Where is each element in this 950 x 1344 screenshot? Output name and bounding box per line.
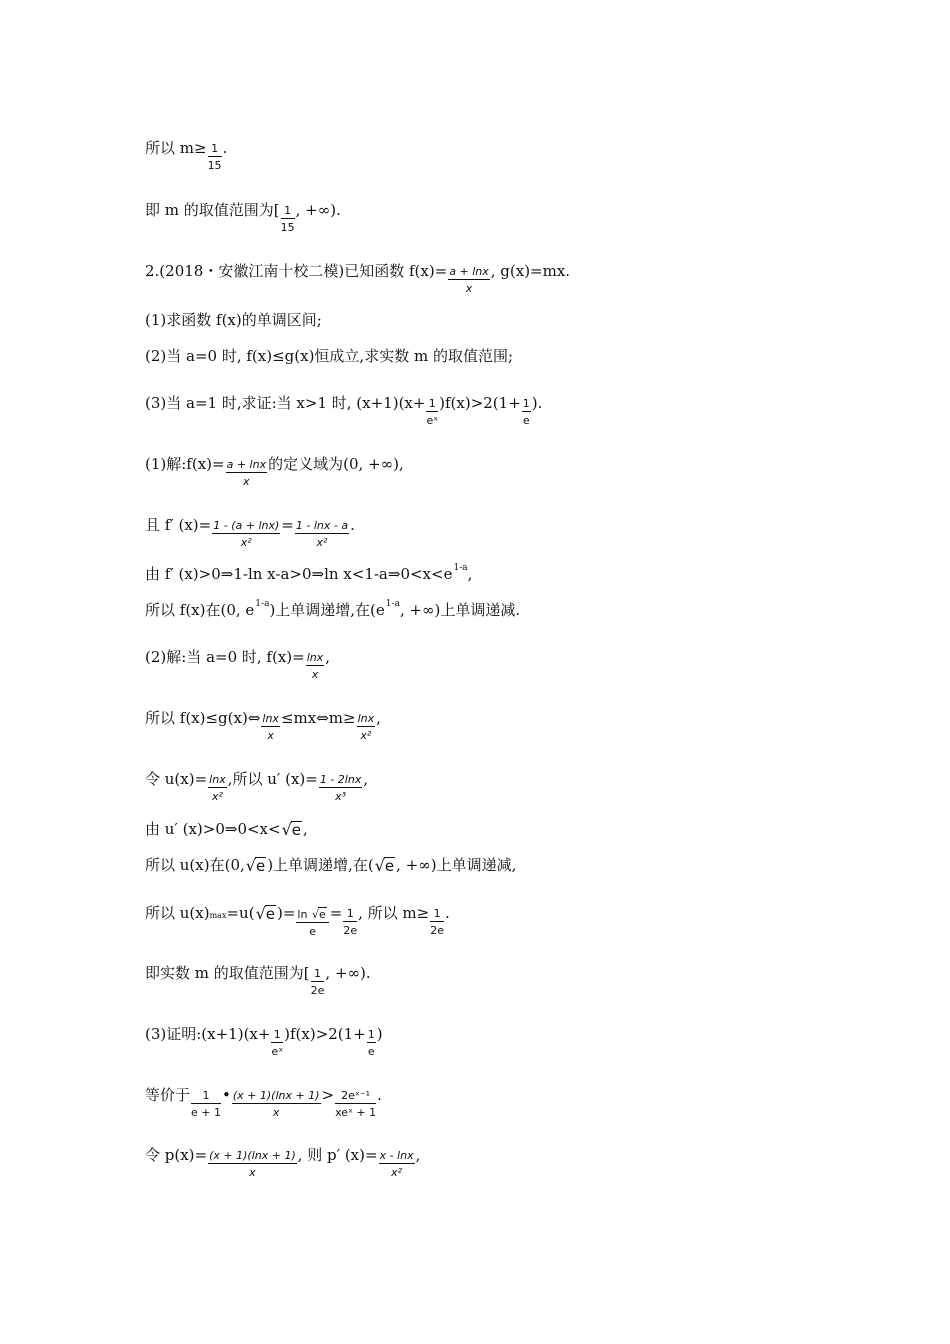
text: = [329,903,343,922]
denominator: x [249,1166,256,1179]
solution-1 [145,450,404,488]
denominator: x [243,475,250,488]
denominator: e [367,1045,375,1058]
numerator: 2eˣ⁻¹ [341,1089,371,1102]
square-root: √ e [245,856,266,875]
square-root: √ e [311,908,326,921]
line-13 [145,765,369,803]
fraction [261,713,280,741]
numerator: 1 [428,397,436,410]
denominator: x [465,282,473,295]
fraction [232,1090,321,1118]
fraction [426,398,438,426]
text: 等价于 [145,1085,191,1104]
text: ). [531,393,543,412]
text: > [321,1085,335,1104]
text: =u( [226,903,255,922]
text: )上单调递增,在( [267,856,374,874]
question-2 [145,349,513,364]
radicand: e [291,821,302,839]
line-16 [145,898,450,938]
text: 所以 u(x)在(0, [145,856,245,874]
numerator: 1 [346,907,354,920]
fraction [208,1150,297,1178]
problem-2-statement [145,257,571,295]
fraction [306,652,325,680]
question-3 [145,389,543,427]
radicand: e [318,908,326,921]
text: (2)解:当 a=0 时, f(x)= [145,647,305,666]
superscript: 1-a [255,599,270,609]
text: (2)当 a=0 时, f(x)≤g(x)恒成立,求实数 m 的取值范围; [145,347,514,365]
text: , 所以 m≥ [358,903,430,922]
denominator: 2e [343,924,358,937]
text: 即 m 的取值范围为[ [145,200,280,219]
text: (1)求函数 f(x)的单调区间; [145,311,322,329]
superscript: 1-a [453,563,468,573]
line-1 [145,134,228,172]
text: 令 p(x)= [145,1145,208,1164]
radicand: e [384,857,395,875]
fraction [295,520,349,548]
line-8 [145,511,355,549]
text: 所以 u(x) [145,903,210,922]
denominator: 15 [280,221,295,234]
denominator: x³ [335,790,347,803]
fraction [281,205,295,233]
text: , [376,708,381,727]
text: 所以 m≥ [145,138,207,157]
text: , [467,565,473,583]
numerator: (x + 1)(lnx + 1) [209,1149,296,1162]
text: , +∞)上单调递减. [399,601,521,619]
text: • [222,1085,231,1104]
denominator: x² [316,536,328,549]
text: )= [277,903,296,922]
fraction [311,968,325,996]
fraction [379,1150,415,1178]
numerator: a + lnx [226,458,267,471]
fraction [430,908,444,936]
text: ,所以 u′ (x)= [227,769,318,788]
text: 由 u′ (x)>0⇒0<x< [145,820,281,838]
line-20 [145,1141,421,1179]
line-2 [145,196,341,234]
denominator: 2e [430,924,444,937]
numerator [296,907,328,922]
text: 且 f′ (x)= [145,515,212,534]
radicand: e [255,857,266,875]
numerator: x - lnx [379,1149,414,1162]
denominator: e [309,925,316,938]
numerator: 1 [367,1028,375,1041]
numerator: 1 [273,1028,281,1041]
numerator: 1 [284,204,292,217]
line-14 [145,821,308,838]
denominator: 2e [310,984,325,997]
fraction [319,774,363,802]
text: . [350,515,355,534]
text: 的定义域为(0, +∞), [268,454,404,473]
fraction [335,1090,376,1118]
numerator: lnx [262,712,279,725]
denominator: e + 1 [191,1106,221,1119]
text: )f(x)>2(1+ [284,1024,366,1043]
text: 2.(2018・安徽江南十校二模)已知函数 f(x)= [145,261,448,280]
text: 即实数 m 的取值范围为[ [145,963,310,982]
fraction [208,774,227,802]
denominator: x² [391,1166,403,1179]
text: , [325,647,331,666]
denominator: x² [211,790,223,803]
ln-text: ln [297,908,311,921]
text: (3)证明:(x+1)(x+ [145,1024,271,1043]
denominator: e [522,414,530,427]
square-root: √ e [374,856,395,875]
text: 所以 f(x)≤g(x)⇔ [145,708,261,727]
denominator: x [267,729,274,742]
text: . [222,138,228,157]
fraction [226,459,268,487]
text: )上单调递增,在(e [269,601,385,619]
numerator: 1 - (a + lnx) [213,519,280,532]
text: 令 u(x)= [145,769,208,788]
fraction [357,713,376,741]
text: , +∞)上单调递减, [396,856,517,874]
superscript: 1-a [385,599,400,609]
text: , [303,820,308,838]
denominator: x [311,668,319,681]
numerator: (x + 1)(lnx + 1) [232,1089,320,1102]
denominator: xeˣ + 1 [335,1106,377,1119]
solution-2 [145,643,331,681]
fraction [343,908,357,936]
text: , [363,769,369,788]
line-15 [145,857,516,874]
text: 所以 f(x)在(0, e [145,601,255,619]
text: , 则 p′ (x)= [297,1145,378,1164]
numerator: 1 [314,967,322,980]
square-root: √ e [281,820,302,839]
fraction [522,398,531,426]
line-17 [145,959,371,997]
text: 由 f′ (x)>0⇒1-ln x-a>0⇒ln x<1-a⇒0<x<e [145,565,453,583]
line-19 [145,1081,382,1119]
denominator: eˣ [426,414,439,427]
fraction [448,266,490,294]
text: )f(x)>2(1+ [439,393,521,412]
line-12 [145,704,381,742]
denominator: x² [240,536,252,549]
text: (1)解:f(x)= [145,454,225,473]
denominator: 15 [207,159,222,172]
numerator: a + lnx [449,265,489,278]
fraction [296,907,328,937]
line-9 [145,563,473,583]
numerator: lnx [209,773,226,786]
fraction [271,1029,283,1057]
fraction [208,143,222,171]
text: , +∞). [295,200,341,219]
question-1 [145,313,322,328]
numerator: lnx [306,651,324,664]
numerator: 1 - lnx - a [295,519,349,532]
text: . [377,1085,382,1104]
numerator: 1 [522,397,530,410]
denominator: eˣ [271,1045,284,1058]
fraction [367,1029,376,1057]
text: = [281,515,294,534]
subscript: max [209,911,227,920]
numerator: 1 [211,142,219,155]
fraction [191,1090,221,1118]
line-10 [145,599,521,619]
text: ) [376,1024,383,1043]
text: , g(x)=mx. [490,261,571,280]
denominator: x [272,1106,280,1119]
text: ≤mx⇔m≥ [280,708,356,727]
text: , [415,1145,421,1164]
fraction [212,520,280,548]
radicand: e [265,904,275,923]
denominator: x² [360,729,372,742]
numerator: 1 [202,1089,210,1102]
square-root: √ e [255,903,275,923]
numerator: lnx [357,712,375,725]
numerator: 1 - 2lnx [319,773,362,786]
proof-3 [145,1020,383,1058]
text: (3)当 a=1 时,求证:当 x>1 时, (x+1)(x+ [145,393,426,412]
numerator: 1 [433,907,441,920]
text: . [445,903,450,922]
text: , +∞). [325,963,371,982]
